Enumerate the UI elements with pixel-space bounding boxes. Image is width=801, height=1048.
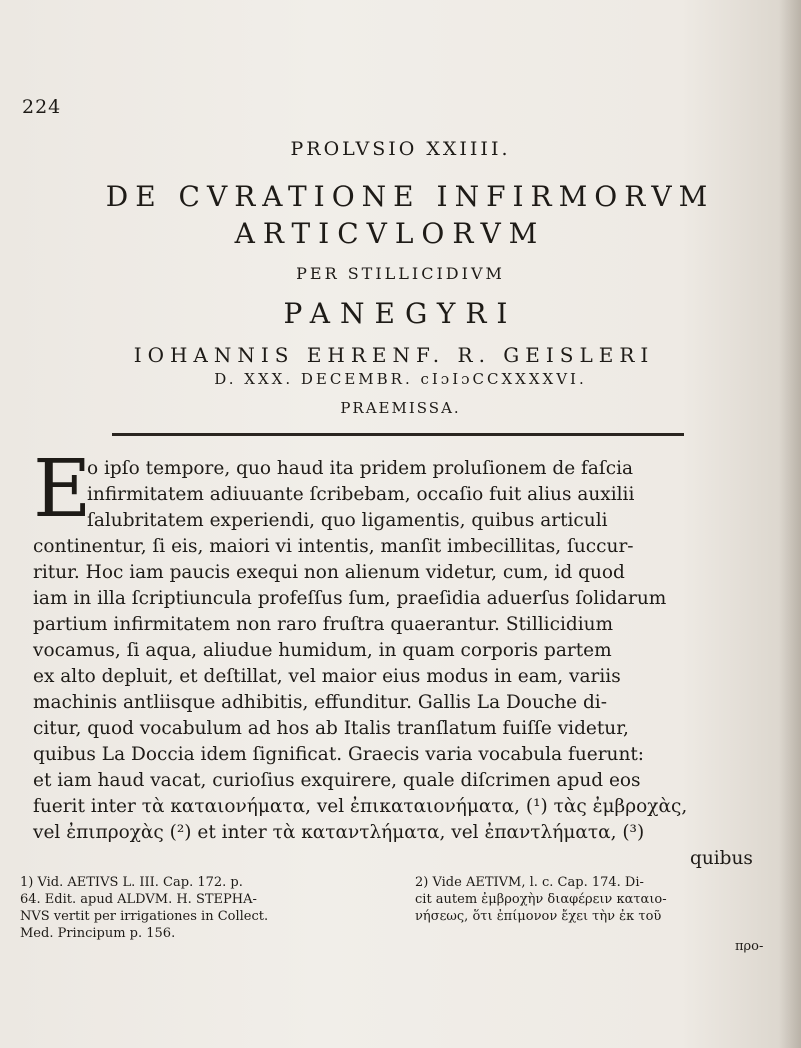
body-line: ex alto depluit, et deſtillat, vel maior eius modus in eam, variis <box>33 666 621 687</box>
footnote-right-line: νήσεως, ὅτι ἐπίμονον ἔχει τὴν ἐκ τοῦ <box>415 909 662 924</box>
title-articulorum: ARTICVLORVM <box>234 217 546 250</box>
divider-rule <box>112 433 684 436</box>
footnote-right-line: 2) Vide AETIVM, l. c. Cap. 174. Di- <box>415 875 644 890</box>
title-panegyri: PANEGYRI <box>283 297 518 330</box>
body-line: fuerit inter τὰ καταιονήματα, vel ἐπικαταιονήματα, (¹) τὰς ἐμβροχὰς, <box>33 796 688 817</box>
body-line: partium infirmitatem non raro fruſtra quaerantur. Stillicidium <box>33 614 614 635</box>
catchword: quibus <box>690 848 753 869</box>
body-line: vocamus, ſi aqua, aliudue humidum, in quam corporis partem <box>33 640 612 661</box>
title-person-name: IOHANNIS EHRENF. R. GEISLERI <box>133 343 655 367</box>
footnote-left-line: 1) Vid. AETIVS L. III. Cap. 172. p. <box>20 875 243 890</box>
body-line: citur, quod vocabulum ad hos ab Italis tranſlatum fuiſſe videtur, <box>33 718 629 739</box>
title-per-stillicidium: PER STILLICIDIVM <box>296 264 505 283</box>
drop-cap-initial: E <box>33 442 92 535</box>
body-line: continentur, ſi eis, maiori vi intentis, manſit imbecillitas, ſuccur- <box>33 536 634 557</box>
body-line: iam in illa ſcriptiuncula profeſſus ſum, praeſidia aduerſus ſolidarum <box>33 588 667 609</box>
footnote-right-catchword: πρo- <box>735 939 764 954</box>
footnote-left-line: Med. Principum p. 156. <box>20 926 176 941</box>
footnote-left-line: NVS vertit per irrigationes in Collect. <box>20 909 269 924</box>
page-number: 224 <box>22 96 62 118</box>
title-de-curatione: DE CVRATIONE INFIRMORVM <box>105 180 715 213</box>
body-line: ritur. Hoc iam paucis exequi non alienum videtur, cum, id quod <box>33 562 625 583</box>
body-line: machinis antliisque adhibitis, effunditur. Gallis La Douche di- <box>33 692 607 713</box>
body-line: o ipſo tempore, quo haud ita pridem proluſionem de faſcia <box>87 458 634 479</box>
body-line: vel ἐπιπροχὰς (²) et inter τὰ καταντλήματα, vel ἐπαντλήματα, (³) <box>33 822 645 843</box>
footnote-left-line: 64. Edit. apud ALDVM. H. STEPHA- <box>20 892 257 907</box>
title-date: D. XXX. DECEMBR. cIɔIɔCCXXXXVI. <box>214 370 587 388</box>
body-line: infirmitatem adiuuante ſcribebam, occaſio fuit alius auxilii <box>87 484 635 505</box>
body-line: et iam haud vacat, curioſius exquirere, quale diſcrimen apud eos <box>33 770 641 791</box>
footnote-right-line: cit autem ἐμβροχὴν διαφέρειν καταιο- <box>415 892 667 907</box>
body-line: quibus La Doccia idem ſignificat. Graecis varia vocabula fuerunt: <box>33 744 645 765</box>
body-line: ſalubritatem experiendi, quo ligamentis, quibus articuli <box>87 510 608 531</box>
title-prolusio: PROLVSIO XXIIII. <box>290 138 511 160</box>
title-praemissa: PRAEMISSA. <box>340 399 461 417</box>
